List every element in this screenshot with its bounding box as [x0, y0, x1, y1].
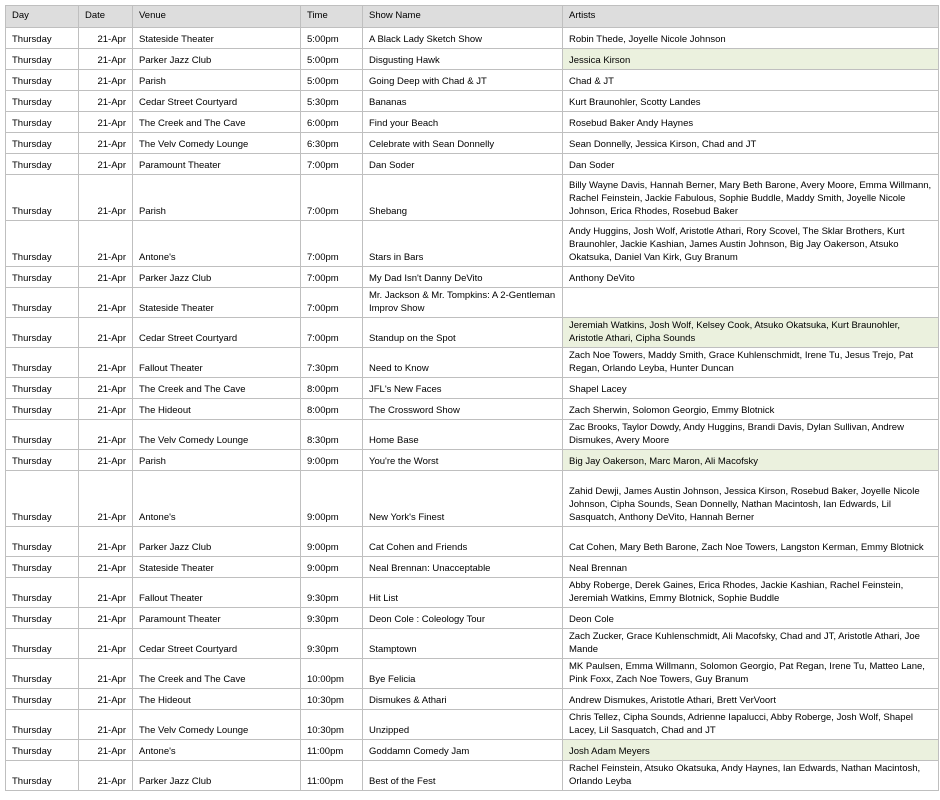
cell-date[interactable]: 21-Apr [79, 399, 133, 420]
cell-day[interactable]: Thursday [6, 28, 79, 49]
cell-time[interactable]: 7:30pm [301, 348, 363, 378]
cell-date[interactable]: 21-Apr [79, 28, 133, 49]
table-row [6, 49, 939, 70]
cell-show-name[interactable]: Dan Soder [363, 154, 563, 175]
cell-artists[interactable]: Jeremiah Watkins, Josh Wolf, Kelsey Cook, Atsuko Okatsuka, Kurt Braunohler, Aristotle Athari, Cipha Sounds [563, 318, 939, 348]
cell-show-name[interactable]: JFL's New Faces [363, 378, 563, 399]
table-row [6, 154, 939, 175]
cell-show-name[interactable]: Dismukes & Athari [363, 689, 563, 710]
cell-day[interactable]: Thursday [6, 527, 79, 557]
cell-time[interactable]: 8:30pm [301, 420, 363, 450]
cell-show-name[interactable]: Celebrate with Sean Donnelly [363, 133, 563, 154]
cell-venue[interactable]: Fallout Theater [133, 348, 301, 378]
table-row [6, 629, 939, 659]
cell-venue[interactable]: The Creek and The Cave [133, 378, 301, 399]
cell-date[interactable]: 21-Apr [79, 761, 133, 791]
cell-day[interactable]: Thursday [6, 689, 79, 710]
table-row [6, 471, 939, 527]
cell-venue[interactable]: The Creek and The Cave [133, 659, 301, 689]
schedule-table [5, 5, 939, 791]
cell-day[interactable]: Thursday [6, 112, 79, 133]
cell-date[interactable]: 21-Apr [79, 267, 133, 288]
table-row [6, 527, 939, 557]
cell-show-name[interactable]: Shebang [363, 175, 563, 221]
cell-show-name[interactable]: Home Base [363, 420, 563, 450]
cell-time[interactable]: 5:00pm [301, 28, 363, 49]
cell-artists[interactable]: Zac Brooks, Taylor Dowdy, Andy Huggins, Brandi Davis, Dylan Sullivan, Andrew Dismukes, Avery Moore [563, 420, 939, 450]
cell-day[interactable]: Thursday [6, 91, 79, 112]
cell-artists[interactable] [563, 288, 939, 318]
cell-date[interactable]: 21-Apr [79, 527, 133, 557]
cell-day[interactable]: Thursday [6, 70, 79, 91]
cell-artists[interactable]: Chris Tellez, Cipha Sounds, Adrienne Iapalucci, Abby Roberge, Josh Wolf, Shapel Lacey, Lil Sasquatch, Chad and JT [563, 710, 939, 740]
cell-show-name[interactable]: Going Deep with Chad & JT [363, 70, 563, 91]
cell-venue[interactable]: Cedar Street Courtyard [133, 318, 301, 348]
cell-show-name[interactable]: The Crossword Show [363, 399, 563, 420]
table-row [6, 221, 939, 267]
cell-venue[interactable]: Parish [133, 175, 301, 221]
cell-day[interactable]: Thursday [6, 420, 79, 450]
table-row [6, 710, 939, 740]
cell-show-name[interactable]: You're the Worst [363, 450, 563, 471]
cell-show-name[interactable]: Bananas [363, 91, 563, 112]
cell-venue[interactable]: Cedar Street Courtyard [133, 91, 301, 112]
table-row [6, 689, 939, 710]
cell-venue[interactable]: The Velv Comedy Lounge [133, 420, 301, 450]
cell-time[interactable]: 9:00pm [301, 557, 363, 578]
table-row [6, 267, 939, 288]
cell-date[interactable]: 21-Apr [79, 608, 133, 629]
cell-date[interactable]: 21-Apr [79, 689, 133, 710]
cell-time[interactable]: 9:30pm [301, 629, 363, 659]
cell-artists[interactable]: Dan Soder [563, 154, 939, 175]
cell-day[interactable]: Thursday [6, 471, 79, 527]
cell-date[interactable]: 21-Apr [79, 133, 133, 154]
table-row [6, 91, 939, 112]
cell-day[interactable]: Thursday [6, 378, 79, 399]
cell-time[interactable]: 5:00pm [301, 49, 363, 70]
header-day[interactable]: Day [6, 6, 79, 28]
cell-venue[interactable]: The Velv Comedy Lounge [133, 133, 301, 154]
cell-show-name[interactable]: Goddamn Comedy Jam [363, 740, 563, 761]
cell-venue[interactable]: Stateside Theater [133, 557, 301, 578]
cell-date[interactable]: 21-Apr [79, 710, 133, 740]
cell-venue[interactable]: Stateside Theater [133, 288, 301, 318]
cell-show-name[interactable]: Mr. Jackson & Mr. Tompkins: A 2-Gentleman Improv Show [363, 288, 563, 318]
cell-time[interactable]: 7:00pm [301, 288, 363, 318]
cell-venue[interactable]: The Hideout [133, 399, 301, 420]
cell-show-name[interactable]: Disgusting Hawk [363, 49, 563, 70]
cell-venue[interactable]: The Creek and The Cave [133, 112, 301, 133]
cell-time[interactable]: 9:00pm [301, 471, 363, 527]
cell-day[interactable]: Thursday [6, 761, 79, 791]
table-row [6, 133, 939, 154]
cell-artists[interactable]: Big Jay Oakerson, Marc Maron, Ali Macofsky [563, 450, 939, 471]
cell-artists[interactable]: Jessica Kirson [563, 49, 939, 70]
cell-venue[interactable]: Antone's [133, 740, 301, 761]
table-row [6, 578, 939, 608]
cell-venue[interactable]: Parker Jazz Club [133, 49, 301, 70]
header-show-name[interactable]: Show Name [363, 6, 563, 28]
cell-time[interactable]: 8:00pm [301, 378, 363, 399]
cell-show-name[interactable]: Need to Know [363, 348, 563, 378]
cell-date[interactable]: 21-Apr [79, 288, 133, 318]
table-row [6, 450, 939, 471]
table-row [6, 28, 939, 49]
cell-venue[interactable]: Fallout Theater [133, 578, 301, 608]
cell-date[interactable]: 21-Apr [79, 70, 133, 91]
cell-time[interactable]: 5:00pm [301, 70, 363, 91]
cell-show-name[interactable]: Neal Brennan: Unacceptable [363, 557, 563, 578]
cell-venue[interactable]: Paramount Theater [133, 608, 301, 629]
cell-artists[interactable]: Neal Brennan [563, 557, 939, 578]
table-row [6, 70, 939, 91]
table-row [6, 348, 939, 378]
cell-date[interactable]: 21-Apr [79, 420, 133, 450]
cell-day[interactable]: Thursday [6, 608, 79, 629]
cell-day[interactable]: Thursday [6, 348, 79, 378]
cell-time[interactable]: 10:30pm [301, 689, 363, 710]
cell-time[interactable]: 8:00pm [301, 399, 363, 420]
cell-time[interactable]: 9:30pm [301, 578, 363, 608]
cell-venue[interactable]: Parker Jazz Club [133, 267, 301, 288]
cell-day[interactable]: Thursday [6, 740, 79, 761]
cell-show-name[interactable]: Standup on the Spot [363, 318, 563, 348]
cell-day[interactable]: Thursday [6, 450, 79, 471]
cell-venue[interactable]: Antone's [133, 471, 301, 527]
cell-day[interactable]: Thursday [6, 399, 79, 420]
cell-artists[interactable]: Anthony DeVito [563, 267, 939, 288]
cell-venue[interactable]: The Hideout [133, 689, 301, 710]
table-body [6, 28, 939, 791]
cell-time[interactable]: 10:30pm [301, 710, 363, 740]
header-date[interactable]: Date [79, 6, 133, 28]
table-row [6, 112, 939, 133]
cell-time[interactable]: 9:00pm [301, 527, 363, 557]
table-row [6, 318, 939, 348]
cell-date[interactable]: 21-Apr [79, 450, 133, 471]
cell-venue[interactable]: Parish [133, 450, 301, 471]
cell-show-name[interactable]: Stars in Bars [363, 221, 563, 267]
cell-time[interactable]: 9:00pm [301, 450, 363, 471]
cell-date[interactable]: 21-Apr [79, 49, 133, 70]
cell-date[interactable]: 21-Apr [79, 348, 133, 378]
cell-date[interactable]: 21-Apr [79, 221, 133, 267]
cell-time[interactable]: 6:00pm [301, 112, 363, 133]
cell-date[interactable]: 21-Apr [79, 154, 133, 175]
cell-artists[interactable]: Zahid Dewji, James Austin Johnson, Jessica Kirson, Rosebud Baker, Joyelle Nicole Johnson, Cipha Sounds, Sean Donnelly, Nathan Macintosh, Ian Edwards, Lil Sasquatch, Anthony DeVito, Hannah Berner [563, 471, 939, 527]
cell-day[interactable]: Thursday [6, 49, 79, 70]
table-row [6, 420, 939, 450]
cell-day[interactable]: Thursday [6, 133, 79, 154]
cell-day[interactable]: Thursday [6, 318, 79, 348]
cell-venue[interactable]: Parker Jazz Club [133, 761, 301, 791]
table-row [6, 378, 939, 399]
cell-artists[interactable]: Abby Roberge, Derek Gaines, Erica Rhodes, Jackie Kashian, Rachel Feinstein, Jeremiah Watkins, Emmy Blotnick, Sophie Buddle [563, 578, 939, 608]
cell-date[interactable]: 21-Apr [79, 91, 133, 112]
cell-day[interactable]: Thursday [6, 629, 79, 659]
cell-show-name[interactable]: Unzipped [363, 710, 563, 740]
cell-date[interactable]: 21-Apr [79, 112, 133, 133]
cell-artists[interactable]: Billy Wayne Davis, Hannah Berner, Mary Beth Barone, Avery Moore, Emma Willmann, Rachel Feinstein, Jackie Fabulous, Sophie Buddle, Maddy Smith, Joyelle Nicole Johnson, Erica Rhodes, Rosebud Baker [563, 175, 939, 221]
cell-show-name[interactable]: Best of the Fest [363, 761, 563, 791]
cell-date[interactable]: 21-Apr [79, 378, 133, 399]
table-row [6, 761, 939, 791]
cell-time[interactable]: 11:00pm [301, 740, 363, 761]
cell-time[interactable]: 5:30pm [301, 91, 363, 112]
cell-artists[interactable]: Andy Huggins, Josh Wolf, Aristotle Athari, Rory Scovel, The Sklar Brothers, Kurt Braunohler, Jackie Kashian, James Austin Johnson, Big Jay Oakerson, Atsuko Okatsuka, Daniel Van Kirk, Guy Branum [563, 221, 939, 267]
cell-show-name[interactable]: A Black Lady Sketch Show [363, 28, 563, 49]
cell-show-name[interactable]: Find your Beach [363, 112, 563, 133]
cell-show-name[interactable]: My Dad Isn't Danny DeVito [363, 267, 563, 288]
header-row [6, 6, 939, 28]
cell-day[interactable]: Thursday [6, 710, 79, 740]
table-row [6, 659, 939, 689]
cell-time[interactable]: 7:00pm [301, 318, 363, 348]
header-time[interactable]: Time [301, 6, 363, 28]
cell-time[interactable]: 7:00pm [301, 175, 363, 221]
cell-day[interactable]: Thursday [6, 578, 79, 608]
cell-day[interactable]: Thursday [6, 288, 79, 318]
cell-artists[interactable]: Zach Sherwin, Solomon Georgio, Emmy Blotnick [563, 399, 939, 420]
cell-artists[interactable]: Robin Thede, Joyelle Nicole Johnson [563, 28, 939, 49]
cell-artists[interactable]: Deon Cole [563, 608, 939, 629]
cell-venue[interactable]: Parish [133, 70, 301, 91]
table-row [6, 740, 939, 761]
cell-artists[interactable]: Rachel Feinstein, Atsuko Okatsuka, Andy Haynes, Ian Edwards, Nathan Macintosh, Orlando Leyba [563, 761, 939, 791]
cell-day[interactable]: Thursday [6, 557, 79, 578]
cell-artists[interactable]: MK Paulsen, Emma Willmann, Solomon Georgio, Pat Regan, Irene Tu, Matteo Lane, Pink Foxx, Zach Noe Towers, Guy Branum [563, 659, 939, 689]
cell-show-name[interactable]: Bye Felicia [363, 659, 563, 689]
header-artists[interactable]: Artists [563, 6, 939, 28]
cell-venue[interactable]: The Velv Comedy Lounge [133, 710, 301, 740]
table-row [6, 175, 939, 221]
cell-artists[interactable]: Zach Zucker, Grace Kuhlenschmidt, Ali Macofsky, Chad and JT, Aristotle Athari, Joe Mande [563, 629, 939, 659]
cell-day[interactable]: Thursday [6, 175, 79, 221]
cell-show-name[interactable]: New York's Finest [363, 471, 563, 527]
cell-date[interactable]: 21-Apr [79, 629, 133, 659]
cell-artists[interactable]: Cat Cohen, Mary Beth Barone, Zach Noe Towers, Langston Kerman, Emmy Blotnick [563, 527, 939, 557]
cell-venue[interactable]: Stateside Theater [133, 28, 301, 49]
cell-venue[interactable]: Cedar Street Courtyard [133, 629, 301, 659]
cell-date[interactable]: 21-Apr [79, 557, 133, 578]
cell-show-name[interactable]: Cat Cohen and Friends [363, 527, 563, 557]
cell-time[interactable]: 7:00pm [301, 267, 363, 288]
cell-artists[interactable]: Kurt Braunohler, Scotty Landes [563, 91, 939, 112]
cell-time[interactable]: 6:30pm [301, 133, 363, 154]
cell-show-name[interactable]: Hit List [363, 578, 563, 608]
cell-time[interactable]: 9:30pm [301, 608, 363, 629]
cell-date[interactable]: 21-Apr [79, 471, 133, 527]
cell-date[interactable]: 21-Apr [79, 578, 133, 608]
cell-artists[interactable]: Shapel Lacey [563, 378, 939, 399]
table-row [6, 399, 939, 420]
cell-date[interactable]: 21-Apr [79, 175, 133, 221]
cell-artists[interactable]: Chad & JT [563, 70, 939, 91]
cell-time[interactable]: 10:00pm [301, 659, 363, 689]
cell-time[interactable]: 11:00pm [301, 761, 363, 791]
cell-artists[interactable]: Rosebud Baker Andy Haynes [563, 112, 939, 133]
table-row [6, 608, 939, 629]
cell-artists[interactable]: Josh Adam Meyers [563, 740, 939, 761]
cell-date[interactable]: 21-Apr [79, 318, 133, 348]
cell-artists[interactable]: Zach Noe Towers, Maddy Smith, Grace Kuhlenschmidt, Irene Tu, Jesus Trejo, Pat Regan, Orlando Leyba, Hunter Duncan [563, 348, 939, 378]
cell-day[interactable]: Thursday [6, 154, 79, 175]
header-venue[interactable]: Venue [133, 6, 301, 28]
cell-artists[interactable]: Sean Donnelly, Jessica Kirson, Chad and JT [563, 133, 939, 154]
cell-day[interactable]: Thursday [6, 659, 79, 689]
cell-venue[interactable]: Paramount Theater [133, 154, 301, 175]
cell-date[interactable]: 21-Apr [79, 659, 133, 689]
table-row [6, 288, 939, 318]
cell-show-name[interactable]: Deon Cole : Coleology Tour [363, 608, 563, 629]
table-row [6, 557, 939, 578]
cell-artists[interactable]: Andrew Dismukes, Aristotle Athari, Brett VerVoort [563, 689, 939, 710]
cell-day[interactable]: Thursday [6, 221, 79, 267]
cell-show-name[interactable]: Stamptown [363, 629, 563, 659]
cell-time[interactable]: 7:00pm [301, 154, 363, 175]
cell-date[interactable]: 21-Apr [79, 740, 133, 761]
cell-time[interactable]: 7:00pm [301, 221, 363, 267]
cell-venue[interactable]: Parker Jazz Club [133, 527, 301, 557]
cell-day[interactable]: Thursday [6, 267, 79, 288]
cell-venue[interactable]: Antone's [133, 221, 301, 267]
